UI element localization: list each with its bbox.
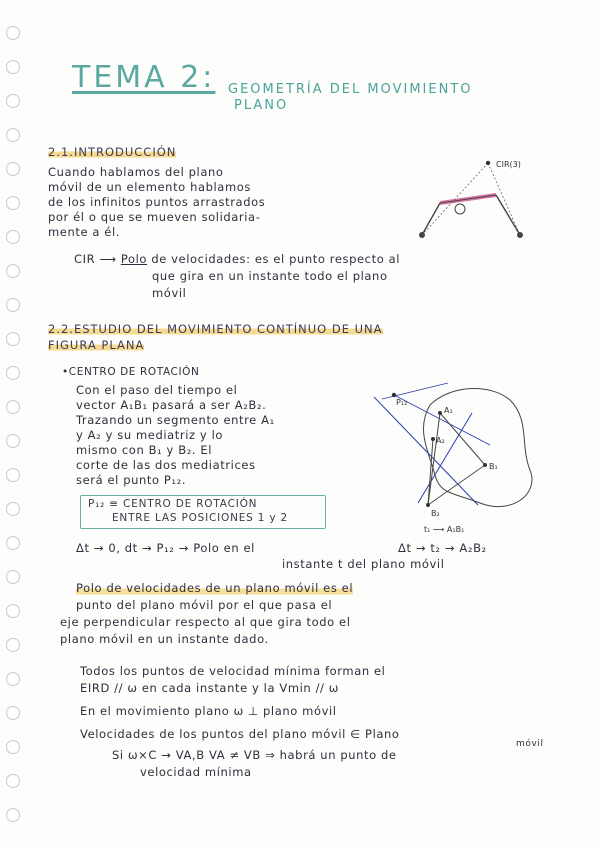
page-title: TEMA 2: xyxy=(72,60,216,95)
binder-holes xyxy=(0,0,28,848)
binder-hole xyxy=(6,400,20,414)
estudio-text-line: Con el paso del tiempo el xyxy=(76,383,238,397)
section-heading-estudio-cont: FIGURA PLANA xyxy=(48,338,145,352)
binder-hole xyxy=(6,366,20,380)
estudio-text-line: Trazando un segmento entre A₁ xyxy=(76,413,275,427)
mechanism-figure xyxy=(400,155,580,255)
polo-definition-line: eje perpendicular respecto al que gira todo el xyxy=(60,615,351,629)
estudio-text-line: vector A₁B₁ pasará a ser A₂B₂. xyxy=(76,398,267,412)
intro-text-line: mente a él. xyxy=(48,225,121,239)
binder-hole xyxy=(6,468,20,482)
arrow-glyph: ⟶ xyxy=(99,252,117,266)
limit-continuation: instante t del plano móvil xyxy=(282,557,445,571)
binder-hole xyxy=(6,94,20,108)
binder-hole xyxy=(6,604,20,618)
estudio-text-line: y A₂ y su mediatriz y lo xyxy=(76,428,224,442)
note-line: EIRD // ω en cada instante y la Vmin // ω xyxy=(80,681,340,695)
binder-hole xyxy=(6,502,20,516)
intro-text-line: por él o que se mueven solidaria- xyxy=(48,210,261,224)
intro-text-line: móvil de un elemento hablamos xyxy=(48,180,251,194)
limit-right: Δt → t₂ → A₂B₂ xyxy=(398,541,487,555)
figure-label-b2: B₂ xyxy=(431,509,440,518)
binder-hole xyxy=(6,60,20,74)
note-line: velocidad mínima xyxy=(140,765,252,779)
binder-hole xyxy=(6,536,20,550)
cir-definition-line: que gira en un instante todo el plano xyxy=(152,269,388,283)
figure-label-a1: A₁ xyxy=(444,406,453,415)
page-subtitle-cont: PLANO xyxy=(234,98,289,113)
polo-definition-line: punto del plano móvil por el que pasa el xyxy=(76,598,333,612)
figure-label-t1: t₁ ⟶ A₁B₁ xyxy=(424,525,465,534)
estudio-text-line: corte de las dos mediatrices xyxy=(76,458,256,472)
limit-left: Δt → 0, dt → P₁₂ → Polo en el xyxy=(76,541,255,555)
binder-hole xyxy=(6,740,20,754)
binder-hole xyxy=(6,230,20,244)
binder-hole xyxy=(6,196,20,210)
binder-hole xyxy=(6,808,20,822)
cir-term: CIR xyxy=(74,252,96,266)
binder-hole xyxy=(6,434,20,448)
polo-definition-line: Polo de velocidades de un plano móvil es el xyxy=(76,581,354,595)
estudio-text-line: será el punto P₁₂. xyxy=(76,473,187,487)
binder-hole xyxy=(6,774,20,788)
definition-box-line: P₁₂ ≡ CENTRO DE ROTACIÓN xyxy=(88,498,258,510)
figure-label-a2: A₂ xyxy=(436,436,445,445)
binder-hole xyxy=(6,672,20,686)
binder-hole xyxy=(6,298,20,312)
note-line: Velocidades de los puntos del plano móvil ∈ Plano xyxy=(80,727,400,741)
binder-hole xyxy=(6,162,20,176)
bullet-centro-rotacion: •CENTRO DE ROTACIÓN xyxy=(62,366,200,378)
cir-keyword-polo: Polo xyxy=(120,252,148,266)
cir-definition-line xyxy=(74,252,400,266)
note-line: En el movimiento plano ω ⊥ plano móvil xyxy=(80,704,337,718)
figure-label-cir: CIR(3) xyxy=(496,160,521,169)
figure-label-b1: B₁ xyxy=(489,462,498,471)
definition-box-line: ENTRE LAS POSICIONES 1 y 2 xyxy=(112,512,289,524)
intro-text-line: Cuando hablamos del plano xyxy=(48,165,224,179)
binder-hole xyxy=(6,706,20,720)
figure-label-p12: P₁₂ xyxy=(396,398,408,407)
section-heading-intro: 2.1.INTRODUCCIÓN xyxy=(48,145,177,159)
binder-hole xyxy=(6,264,20,278)
binder-hole xyxy=(6,638,20,652)
estudio-text-line: mismo con B₁ y B₂. El xyxy=(76,443,213,457)
polo-definition-line: plano móvil en un instante dado. xyxy=(60,632,269,646)
binder-hole xyxy=(6,128,20,142)
note-small: móvil xyxy=(516,739,544,749)
section-heading-estudio: 2.2.ESTUDIO DEL MOVIMIENTO CONTÍNUO DE UNA xyxy=(48,322,383,336)
binder-hole xyxy=(6,26,20,40)
cir-definition-line: móvil xyxy=(152,286,187,300)
cir-text: de velocidades: es el punto respecto al xyxy=(151,252,401,266)
binder-hole xyxy=(6,570,20,584)
page-subtitle: GEOMETRÍA DEL MOVIMIENTO xyxy=(228,82,473,97)
note-line: Todos los puntos de velocidad mínima forman el xyxy=(80,664,386,678)
rotation-center-figure xyxy=(360,375,560,540)
binder-hole xyxy=(6,332,20,346)
intro-text-line: de los infinitos puntos arrastrados xyxy=(48,195,266,209)
note-line: Si ω×C → VA,B VA ≠ VB ⇒ habrá un punto de xyxy=(112,748,397,762)
